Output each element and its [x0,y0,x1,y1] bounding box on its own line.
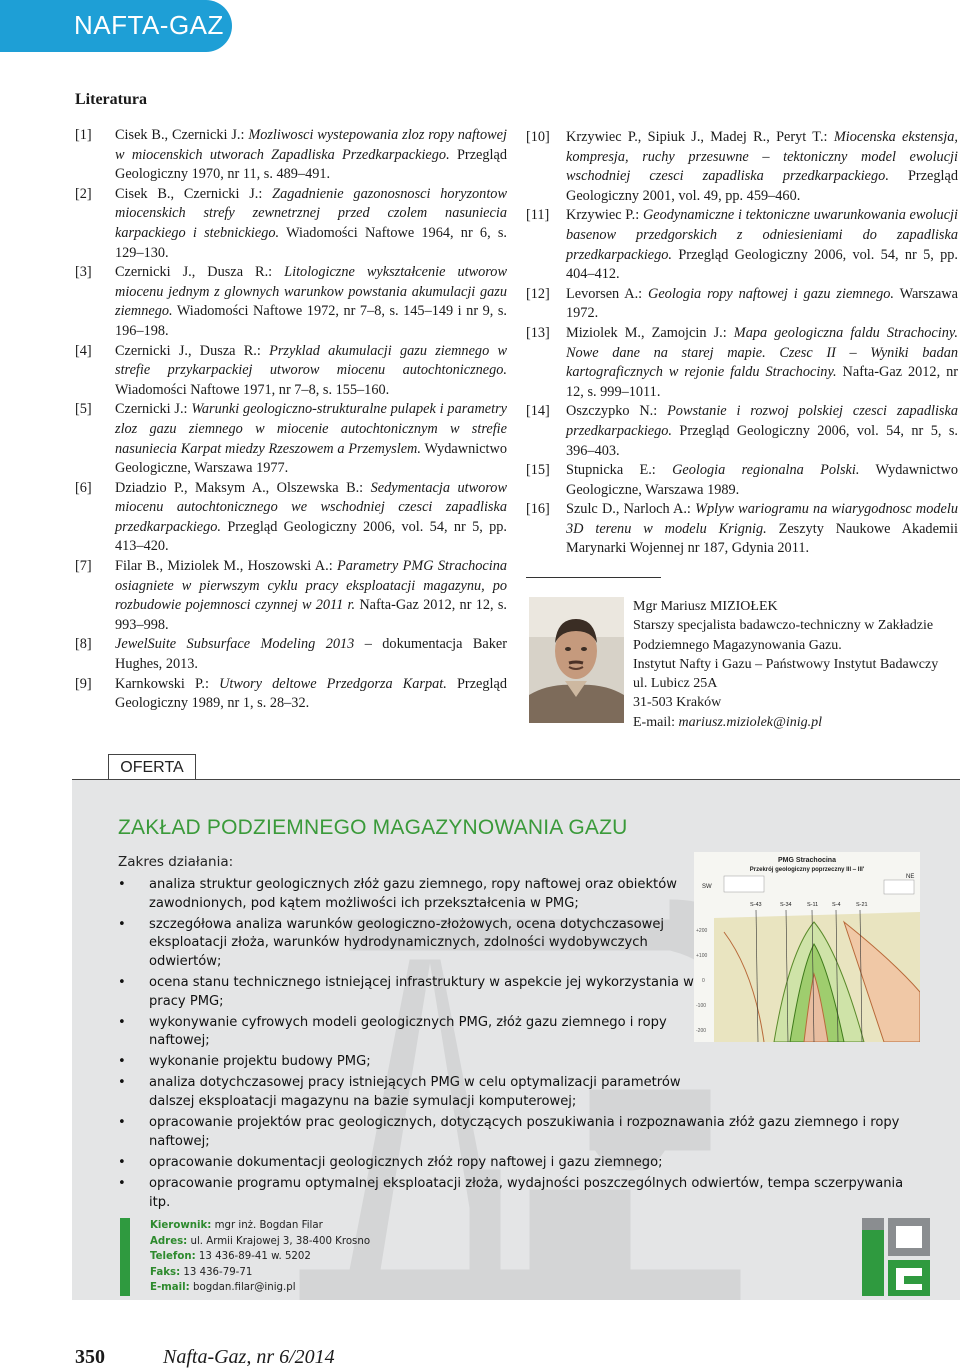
author-photo [529,597,624,723]
contact-address-value: ul. Armii Krajowej 3, 38-400 Krosno [187,1235,371,1247]
references-left-column [75,126,507,714]
reference-source: Zeszyty Naukowe Akademii Marynarki Wojennej nr 187, Gdynia 2011. [566,520,958,557]
section-well-label: S-34 [780,902,792,908]
reference-title: Przyklad akumulacji gazu ziemnego w strefie przykarpackiej utworow miocenu autochtonicznego. [115,342,507,379]
author-street: ul. Lubicz 25A [633,676,718,692]
author-name: Mgr Mariusz MIZIOŁEK [633,599,778,614]
author-email-link[interactable]: mariusz.miziolek@inig.pl [678,714,823,730]
reference-source: Wiadomości Naftowe 1971, nr 7‒8, s. 155‒160. [115,381,390,398]
reference-text [115,635,507,674]
reference-source: ‒ dokumentacja Baker Hughes, 2013. [115,636,508,673]
reference-number: [7] [75,558,92,575]
reference-number: [11] [526,207,550,224]
contact-phone-label: Telefon: [150,1251,196,1263]
reference-title: Mozliwosci wystepowania zloz ropy naftowej w miocenskich utworach Zapadliska Przedkarpackiego. [115,127,507,163]
reference-authors: Oszczypko N.: [566,403,668,420]
list-item: • szczegółowa analiza warunków geologiczno-złożowych, ocena dotychczasowej eksploatacji złoża, warunków hydrodynamicznych, zdolności wydobywczych odwiertów; [118,916,709,972]
list-item: • analiza dotychczasowej pracy istniejących PMG w celu optymalizacji parametrów dalszej eksploatacji magazynu na bazie symulacji komputerowej; [118,1074,709,1111]
author-info [633,597,958,732]
reference-source: Wydawnictwo Geologiczne, Warszawa 1977. [115,440,507,477]
reference-title: Sedymentacja utworow miocenu autochtonicznego we wschodniej czesci zapadliska przedkarpackiego. [115,479,507,535]
reference-source: Przegląd Geologiczny 2006, vol. 54, nr 5, pp. 404‒412. [566,246,958,283]
reference-text [115,479,507,557]
contact-address-label: Adres: [150,1235,188,1247]
reference-source: Wiadomości Naftowe 1964, nr 6, s. 129‒130. [115,224,507,261]
reference-authors: Dziadzio P., Maksym A., Olszewska B.: [115,479,371,496]
list-item: • opracowanie dokumentacji geologicznych złóż ropy naftowej i gazu ziemnego; [118,1154,918,1173]
contact-head-value: mgr inż. Bogdan Filar [211,1220,323,1231]
contact-fax-label: Faks: [150,1266,181,1278]
author-city: 31-503 Kraków [633,695,722,711]
offer-tab: OFERTA [108,754,196,781]
reference-text [566,500,958,559]
contact-head [150,1218,370,1234]
reference-item [75,400,507,478]
reference-authors: Cisek B., Czernicki J.: [115,127,249,143]
section-well-label: S-4 [832,902,841,908]
author-institute: Instytut Nafty i Gazu ‒ Państwowy Instytut Badawczy [633,656,939,672]
reference-source: Nafta-Gaz 2012, nr 12, s. 993‒998. [115,597,507,633]
contact-email-label: E-mail: [150,1282,190,1294]
reference-number: [5] [75,401,92,418]
list-item: • opracowanie projektów prac geologicznych, dotyczących poszukiwania i rozpoznawania złóż gazu ziemnego i ropy naftowej; [118,1114,918,1151]
list-item: • analiza struktur geologicznych złóż gazu ziemnego, ropy naftowej oraz obiektów zawodnionych, pod kątem możliwości ich przekształcenia w PMG; [118,876,709,913]
reference-item [75,635,507,674]
reference-title: Parametry PMG Strachocina osiagniete w pierwszym cyklu pracy eksploatacji magazynu, po rozbudowie pojemnosci czynnej w 2011 r. [115,558,507,614]
reference-title: Warunki geologiczno-strukturalne pulapek i parametry zloz gazu ziemnego w miocenie autochtonicznym w strefie nasuniecia Karpat miedzy Rzeszowem a Przemyslem. [115,401,507,457]
reference-title: Geologia regionalna Polski. [672,462,860,479]
reference-number: [16] [526,501,550,518]
reference-title: Miocenska ekstensja, kompresja, ruchy przesuwne ‒ tektoniczny model ewolucji wschodniej czesci zapadliska przedkarpackiego. [566,129,959,185]
inig-logo [862,1218,930,1296]
reference-text [115,126,507,185]
reference-number: [14] [526,403,550,420]
reference-text [115,263,507,341]
reference-source: Wydawnictwo Geologiczne, Warszawa 1989. [566,462,958,498]
reference-authors: Czernicki J., Dusza R.: [115,264,285,281]
references-right-column [526,128,958,559]
section-depth-label: 0 [702,978,705,984]
reference-authors: Karnkowski P.: [115,675,220,692]
reference-number: [6] [75,479,92,496]
reference-number: [13] [526,324,550,341]
list-item: • wykonanie projektu budowy PMG; [118,1053,709,1072]
journal-header-label: NAFTA-GAZ [74,10,224,40]
reference-authors: Krzywiec P.: [566,207,643,224]
section-well-label: S-11 [807,902,819,908]
reference-number: [4] [75,342,92,359]
reference-title: Geodynamiczne i tektoniczne uwarunkowania ewolucji basenow przedgorskich z odniesieniami do zapadliska przedkarpackiego. [566,207,958,263]
contact-fax-value: 13 436-79-71 [180,1266,253,1278]
reference-item [526,461,958,500]
reference-number: [10] [526,129,550,145]
reference-item [75,557,507,635]
reference-title: Utwory deltowe Przedgorza Karpat. [219,675,447,692]
reference-number: [15] [526,462,550,479]
reference-number: [3] [75,264,92,281]
reference-item [526,324,958,402]
reference-text [566,285,958,324]
reference-title: Zagadnienie gazonosnosci horyzontow miocenskich strefy zewnetrznej przed czolem nasuniecia karpackiego i stebnickiego. [115,185,507,241]
reference-authors: Stupnicka E.: [566,462,673,479]
reference-source: Wiadomości Naftowe 1972, nr 7‒8, s. 145‒149 i nr 9, s. 196‒198. [115,303,507,339]
reference-item [75,185,507,263]
literature-heading: Literatura [75,91,147,108]
scope-label: Zakres działania: [118,854,234,870]
reference-authors: Levorsen A.: [566,285,648,302]
reference-title: JewelSuite Subsurface Modeling 2013 [115,636,355,653]
author-email-line [633,713,958,732]
list-item: • ocena stanu technicznego istniejącej infrastruktury w aspekcie jej wykorzystania w pracy PMG; [118,974,709,1011]
reference-title: Powstanie i rozwoj polskiej czesci zapadliska przedkarpackiego. [566,403,958,439]
contact-box [120,1218,370,1296]
reference-authors: Szulc D., Narloch A.: [566,501,696,518]
reference-number: [12] [526,285,550,302]
reference-item [526,402,958,461]
section-depth-label: +100 [696,953,708,959]
reference-text [566,324,958,402]
reference-source: Przegląd Geologiczny 2006, vol. 54, nr 5, s. 396‒403. [566,422,958,459]
reference-number: [1] [75,127,92,143]
section-right-label: NE [906,874,915,880]
contact-address [150,1234,370,1250]
reference-authors: Filar B., Miziolek M., Hoszowski A.: [115,558,338,575]
contact-email-value[interactable]: bogdan.filar@inig.pl [189,1282,296,1294]
reference-title: Wplyw wariogramu na wiarygodnosc modelu 3D terenu w modelu Krignig. [566,501,958,537]
contact-email [150,1280,370,1296]
reference-title: Mapa geologiczna faldu Strachociny. Nowe dane na starej mapie. Czesc II ‒ Wyniki badan kartograficznych w rejonie faldu Strachociny. [566,324,958,381]
author-divider [526,577,661,578]
contact-phone [150,1249,370,1265]
reference-source: Warszawa 1972. [566,285,958,322]
reference-source: Przegląd Geologiczny 2001, vol. 49, pp. 459‒460. [566,168,958,204]
list-item: • wykonywanie cyfrowych modeli geologicznych PMG, złóż gazu ziemnego i ropy naftowej; [118,1014,709,1051]
section-depth-label: -100 [696,1003,707,1009]
author-role: Starszy specjalista badawczo-techniczny w Zakładzie Podziemnego Magazynowania Gazu. [633,618,934,653]
reference-title: Geologia ropy naftowej i gazu ziemnego. [648,285,894,302]
section-depth-label: -200 [696,1028,707,1034]
section-subtitle: Przekrój geologiczny poprzeczny III ‒ III' [749,867,865,873]
reference-source: Przegląd Geologiczny 1970, nr 11, s. 489‒491. [115,146,507,183]
section-well-label: S-21 [856,902,868,908]
reference-text [566,461,958,500]
reference-number: [8] [75,636,92,653]
reference-item [75,675,507,714]
reference-text [115,557,507,635]
reference-item [526,285,958,324]
reference-item [75,342,507,401]
section-title: PMG Strachocina [778,857,836,864]
reference-authors: Krzywiec P., Sipiuk J., Madej R., Peryt T.: [566,129,834,145]
reference-title: Litologiczne wykształcenie utworow miocenu jednym z glownych warunkow powstania akumulacji gazu ziemnego. [115,264,507,320]
company-title: ZAKŁAD PODZIEMNEGO MAGAZYNOWANIA GAZU [118,816,628,839]
reference-authors: Cisek B., Czernicki J.: [115,185,273,202]
reference-text [115,342,507,401]
contact-fax [150,1265,370,1281]
reference-item [526,500,958,559]
section-depth-label: +200 [696,928,708,934]
reference-item [75,263,507,341]
reference-source: Nafta-Gaz 2012, nr 12, s. 999‒1011. [566,364,958,400]
page-number: 350 [75,1346,105,1368]
geological-cross-section [694,852,920,1042]
section-well-label: S-43 [750,902,762,908]
reference-item [526,128,958,206]
reference-text [566,206,958,284]
reference-number: [2] [75,185,92,202]
reference-authors: Miziolek M., Zamojcin J.: [566,324,734,341]
author-email-label: E-mail: [633,714,679,730]
reference-text [566,128,958,206]
reference-text [115,185,507,263]
reference-source: Przegląd Geologiczny 2006, vol. 54, nr 5, pp. 413‒420. [115,518,507,555]
contact-head-label: Kierownik: [150,1220,212,1231]
section-left-label: SW [702,884,712,890]
reference-item [75,479,507,557]
reference-text [115,675,507,714]
reference-item [75,126,507,185]
journal-header-band [0,0,232,52]
reference-text [566,402,958,461]
reference-item [526,206,958,284]
reference-authors: Czernicki J., Dusza R.: [115,342,270,359]
reference-text [115,400,507,478]
contact-phone-value: 13 436-89-41 w. 5202 [195,1251,311,1263]
reference-source: Przegląd Geologiczny 1989, nr 1, s. 28‒32. [115,675,507,712]
list-item: • opracowanie programu optymalnej eksploatacji złoża, wydajności poszczególnych odwiertów, tempa sczerpywania itp. [118,1175,918,1212]
reference-authors: Czernicki J.: [115,401,192,418]
reference-number: [9] [75,675,92,692]
journal-footer: Nafta-Gaz, nr 6/2014 [163,1346,335,1368]
